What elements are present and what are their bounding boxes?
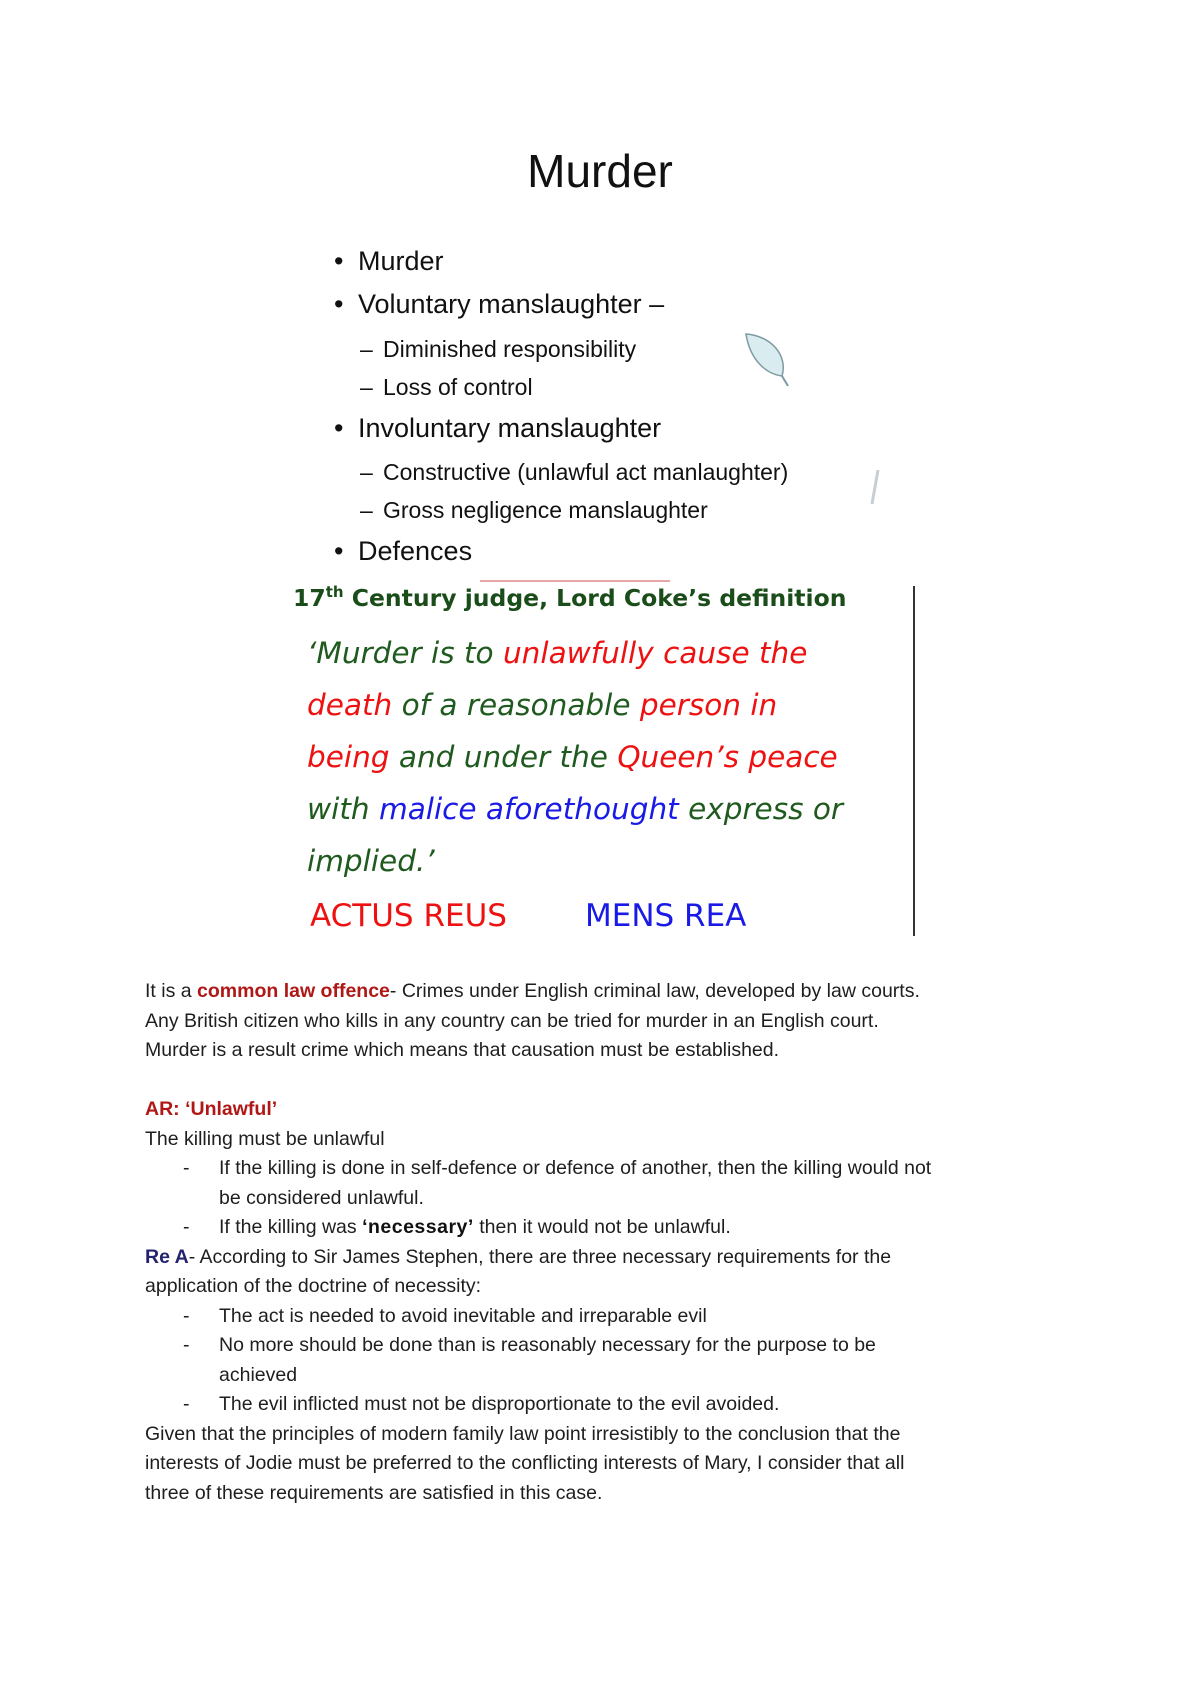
paragraph-line: interests of Jodie must be preferred to the conflicting interests of Mary, I consider that all: [145, 1452, 905, 1474]
mens-rea-label: MENS REA: [585, 898, 747, 934]
re-a-line: Re A- According to Sir James Stephen, there are three necessary requirements for the: [145, 1245, 892, 1268]
list-item-continued: achieved: [219, 1363, 298, 1386]
outline-subitem-diminished-responsibility: – Diminished responsibility: [360, 336, 637, 362]
outline-subitem-constructive: – Constructive (unlawful act manlaughter): [360, 459, 789, 485]
definition-line-3: being and under the Queen’s peace: [307, 740, 838, 774]
bullet-icon: •: [334, 289, 344, 319]
definition-line-4: with malice aforethought express or: [307, 792, 843, 826]
list-item: No more should be done than is reasonably necessary for the purpose to be: [219, 1334, 876, 1356]
dash-icon: -: [183, 1334, 190, 1356]
dash-icon: -: [183, 1304, 190, 1327]
paragraph-line: It is a common law offence- Crimes under English criminal law, developed by law courts.: [145, 980, 920, 1002]
necessary-term: ‘necessary’: [362, 1216, 474, 1238]
definition-heading: 17th Century judge, Lord Coke’s definition: [293, 583, 847, 612]
outline-subitem-gross-negligence: – Gross negligence manslaughter: [360, 497, 708, 523]
bullet-icon: •: [334, 246, 344, 276]
paragraph-line: Given that the principles of modern family law point irresistibly to the conclusion that the: [145, 1422, 901, 1445]
dash-icon: -: [183, 1393, 190, 1415]
outline-item-murder: • Murder: [334, 246, 444, 276]
paragraph-line: Any British citizen who kills in any country can be tried for murder in an English court.: [145, 1009, 879, 1032]
dash-icon: –: [360, 336, 373, 362]
list-item: If the killing was ‘necessary’ then it would not be unlawful.: [219, 1216, 731, 1238]
leaf-icon: [742, 330, 792, 388]
decorative-mark-icon: [870, 470, 880, 504]
outline-subitem-loss-of-control: – Loss of control: [360, 374, 533, 400]
dash-icon: –: [360, 374, 373, 400]
paragraph-line: three of these requirements are satisfied in this case.: [145, 1481, 603, 1504]
list-item-continued: be considered unlawful.: [219, 1186, 424, 1209]
dash-icon: -: [183, 1216, 190, 1238]
quote-border: [913, 586, 915, 936]
dash-icon: –: [360, 497, 373, 523]
definition-line-1: ‘Murder is to unlawfully cause the: [307, 636, 808, 670]
definition-line-2: death of a reasonable person in: [307, 688, 778, 722]
ar-unlawful-heading: AR: ‘Unlawful’: [145, 1098, 278, 1120]
list-item: The act is needed to avoid inevitable and irreparable evil: [219, 1304, 707, 1327]
paragraph-line: Murder is a result crime which means that causation must be established.: [145, 1039, 780, 1061]
definition-line-5: implied.’: [307, 844, 435, 878]
paragraph-line: application of the doctrine of necessity:: [145, 1275, 482, 1297]
dash-icon: –: [360, 459, 373, 485]
common-law-offence-term: common law offence: [197, 980, 390, 1002]
outline-item-voluntary-manslaughter: • Voluntary manslaughter –: [334, 289, 665, 319]
outline-item-defences: • Defences: [334, 536, 473, 566]
outline-item-involuntary-manslaughter: • Involuntary manslaughter: [334, 413, 662, 443]
list-item: If the killing is done in self-defence or defence of another, then the killing would not: [219, 1157, 932, 1179]
paragraph-line: The killing must be unlawful: [145, 1127, 385, 1150]
dash-icon: -: [183, 1157, 190, 1179]
list-item: The evil inflicted must not be disproportionate to the evil avoided.: [219, 1393, 780, 1415]
bullet-icon: •: [334, 536, 344, 566]
case-name-re-a: Re A: [145, 1245, 189, 1268]
page-title: Murder: [527, 145, 673, 197]
bullet-icon: •: [334, 413, 344, 443]
actus-reus-label: ACTUS REUS: [310, 898, 507, 934]
decorative-divider: [480, 580, 670, 582]
